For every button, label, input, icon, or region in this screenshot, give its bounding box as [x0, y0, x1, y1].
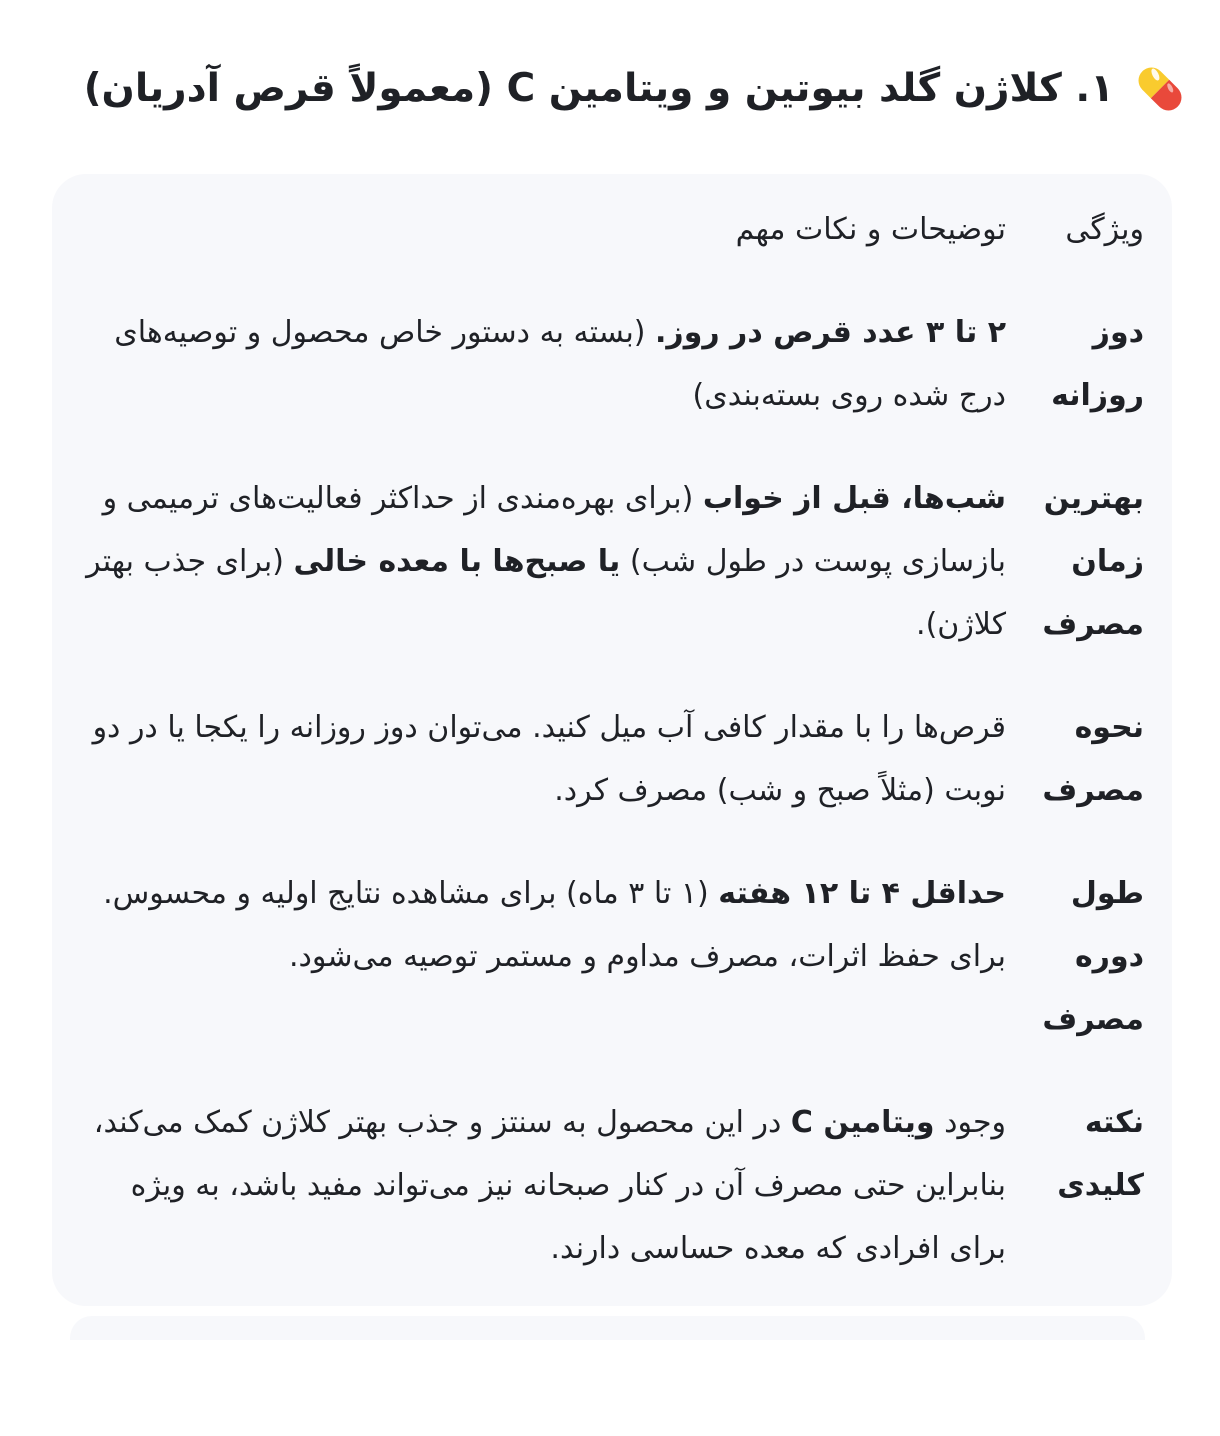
page	[0, 56, 1220, 1436]
description-bold-text: حداقل ۴ تا ۱۲ هفته	[718, 876, 1006, 911]
next-card-top-edge	[70, 1316, 1145, 1340]
description-text: (برای جذب بهتر کلاژن).	[86, 544, 1006, 642]
section-title-row	[0, 56, 1220, 122]
column-header-description: توضیحات و نکات مهم	[735, 212, 1006, 247]
feature-cell: بهترین زمان مصرف	[1042, 481, 1144, 642]
description-text: وجود	[934, 1105, 1006, 1140]
description-text: (بسته به دستور خاص محصول و توصیه‌های درج شده روی بسته‌بندی)	[114, 315, 1006, 413]
description-text: (۱ تا ۳ ماه) برای مشاهده نتایج اولیه و محسوس. برای حفظ اثرات، مصرف مداوم و مستمر توصیه می‌شود.	[103, 876, 1006, 974]
feature-cell: طول دوره مصرف	[1042, 876, 1144, 1037]
description-cell	[86, 696, 1006, 822]
pill-icon	[1128, 57, 1192, 121]
description-cell	[86, 1091, 1006, 1280]
description-text: در این محصول به سنتز و جذب بهتر کلاژن کمک می‌کند، بنابراین حتی مصرف آن در کنار صبحانه نیز می‌تواند مفید باشد، به ویژه برای افرادی که معده حساسی دارند.	[93, 1105, 1006, 1266]
spec-table-body	[86, 198, 1144, 1280]
description-bold-text: ۲ تا ۳ عدد قرص در روز.	[655, 315, 1006, 350]
feature-cell: نکته کلیدی	[1057, 1105, 1144, 1203]
feature-cell: نحوه مصرف	[1042, 710, 1144, 808]
description-bold-text: یا صبح‌ها با معده خالی	[293, 544, 621, 579]
description-text: قرص‌ها را با مقدار کافی آب میل کنید. می‌توان دوز روزانه را یکجا یا در دو نوبت (مثلاً صبح و شب) مصرف کرد.	[92, 710, 1006, 808]
spec-card	[52, 174, 1172, 1306]
description-cell	[86, 467, 1006, 656]
description-bold-text: ویتامین C	[790, 1105, 935, 1140]
description-cell	[86, 301, 1006, 427]
description-text: (برای بهره‌مندی از حداکثر فعالیت‌های ترمیمی و بازسازی پوست در طول شب)	[102, 481, 1006, 579]
page-title: ۱. کلاژن گلد بیوتین و ویتامین C (معمولاً قرص آدریان)	[83, 65, 1114, 111]
column-header-feature: ویژگی	[1065, 212, 1144, 247]
feature-cell: دوز روزانه	[1051, 315, 1144, 413]
description-cell	[86, 862, 1006, 1051]
description-bold-text: شب‌ها، قبل از خواب	[702, 481, 1006, 516]
